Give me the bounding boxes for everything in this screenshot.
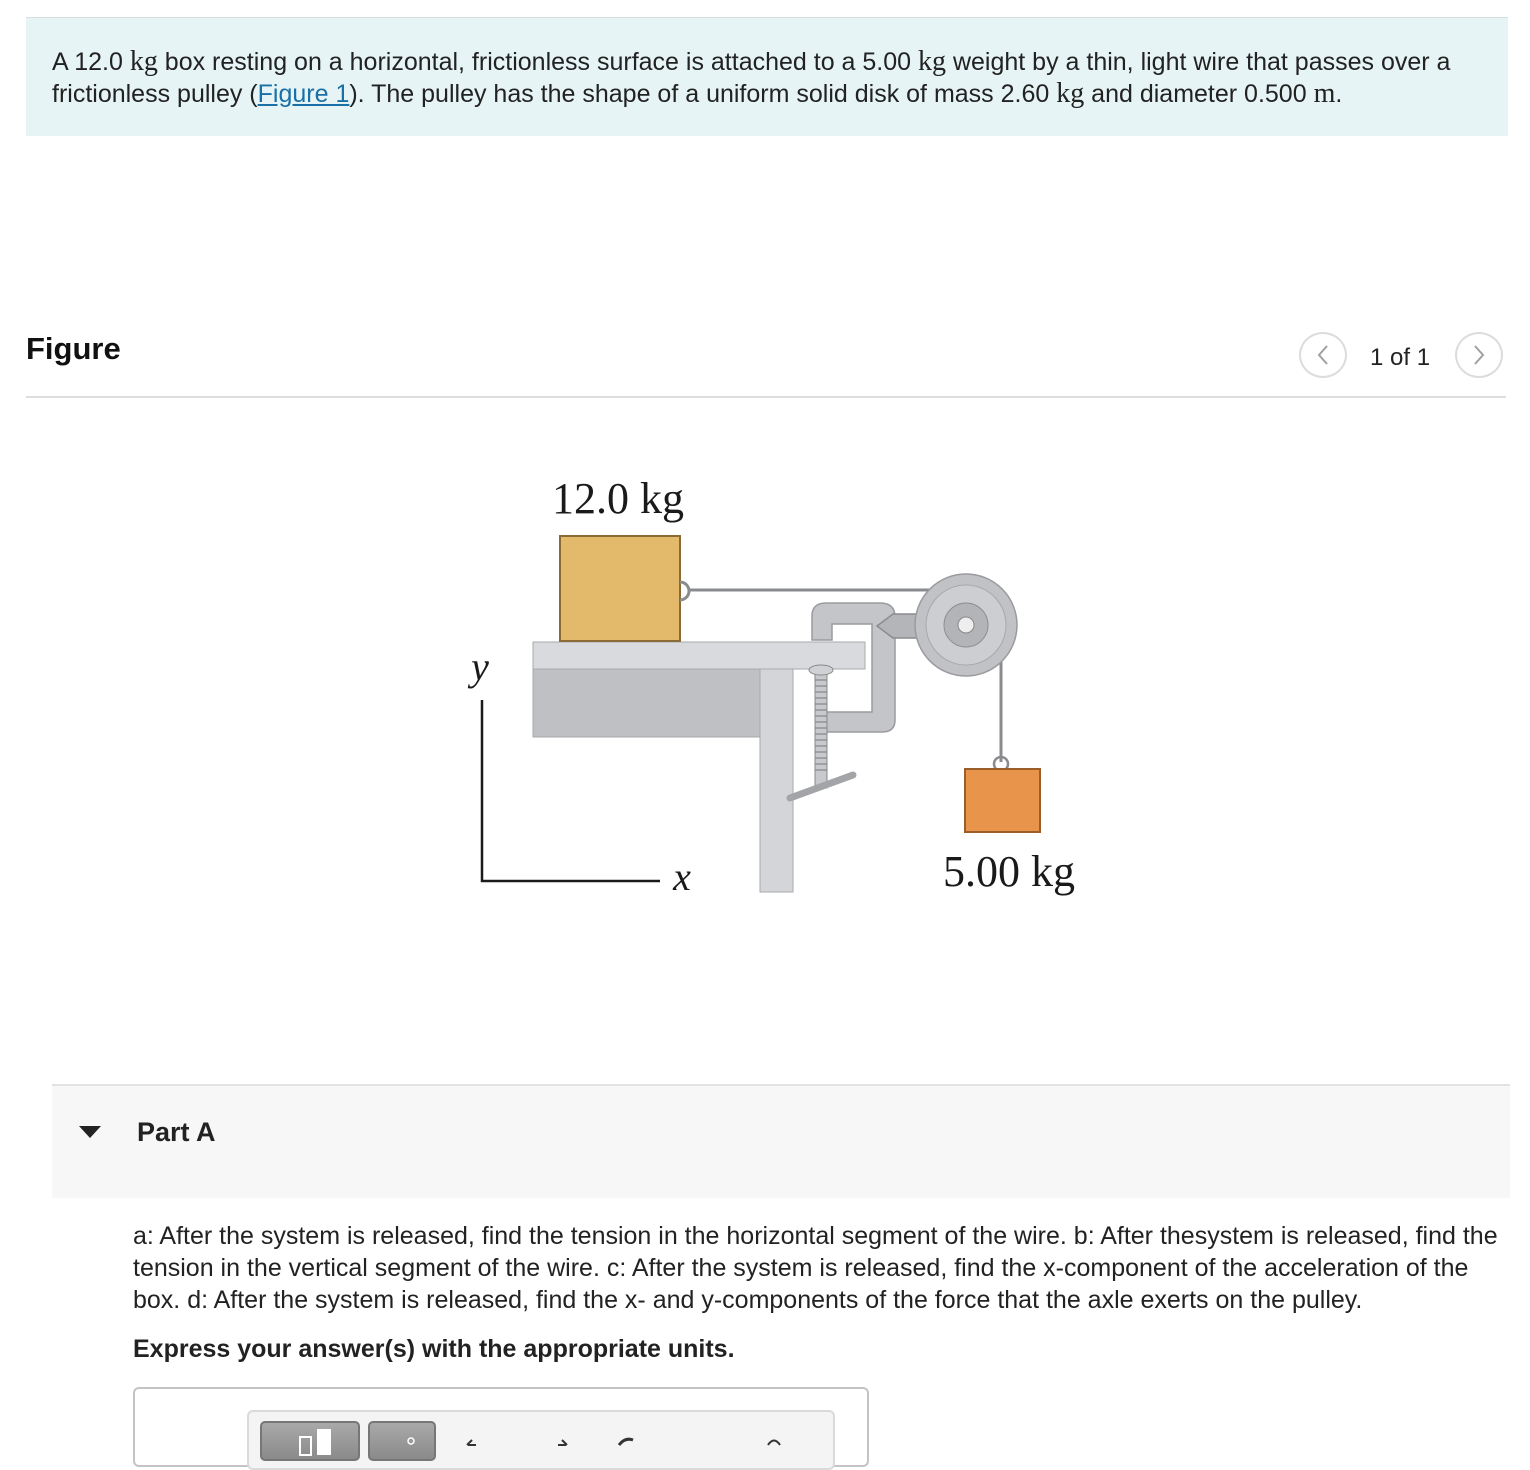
weight-mass-label: 5.00 kg	[943, 847, 1075, 896]
figure-title: Figure	[26, 331, 121, 366]
prev-figure-button[interactable]	[1299, 332, 1347, 378]
table-top	[533, 642, 865, 669]
template-icon	[262, 1423, 358, 1459]
next-figure-button[interactable]	[1455, 332, 1503, 378]
figure-link[interactable]: Figure 1	[257, 80, 350, 108]
degree-icon	[370, 1423, 434, 1459]
part-a-question: a: After the system is released, find the tension in the horizontal segment of the wire. b: After thesystem is released, find the tension in the vertical segment of the wire. c: After the system is released, find the x-component of the acceleration of the box. d: After the system is released, find the x- and y-components of the force that the axle exerts on the pulley.	[133, 1222, 1498, 1314]
unit-kg: kg	[1056, 78, 1085, 109]
unit-kg: kg	[129, 46, 158, 77]
problem-text: box resting on a horizontal, frictionless surface is attached to a 5.00	[157, 48, 919, 76]
template-button[interactable]	[260, 1421, 360, 1461]
answer-instruction: Express your answer(s) with the appropriate units.	[133, 1335, 735, 1363]
figure-pager: 1 of 1	[1370, 344, 1431, 371]
help-icon[interactable]	[765, 1436, 783, 1446]
y-axis-label: y	[471, 644, 489, 689]
pulley-figure	[0, 398, 1530, 1068]
unit-m: m	[1313, 78, 1336, 109]
pulley-axle	[958, 617, 974, 633]
weight-5kg	[965, 769, 1040, 832]
units-button[interactable]	[368, 1421, 436, 1461]
part-a-header[interactable]	[52, 1084, 1510, 1198]
redo-icon[interactable]	[552, 1436, 572, 1446]
undo-icon[interactable]	[462, 1436, 482, 1446]
table-apron	[533, 668, 760, 737]
part-a-title[interactable]: Part A	[137, 1117, 216, 1147]
problem-text: A 12.0	[52, 48, 130, 76]
problem-text: .	[1335, 80, 1343, 108]
box-12kg	[560, 536, 680, 641]
box-mass-label: 12.0 kg	[552, 474, 684, 523]
unit-kg: kg	[918, 46, 947, 77]
caret-down-icon[interactable]	[79, 1126, 101, 1138]
box-hook	[680, 582, 689, 600]
problem-statement	[26, 17, 1508, 136]
x-axis-label: x	[673, 854, 691, 899]
problem-text: and diameter 0.500	[1084, 80, 1314, 108]
screw-pad	[809, 665, 833, 675]
problem-text: weight by a thin, light wire that passes over a frictionless pulley (	[52, 48, 1451, 108]
chevron-left-icon	[1315, 344, 1331, 366]
reset-icon[interactable]	[615, 1436, 637, 1446]
chevron-right-icon	[1471, 344, 1487, 366]
table-leg	[760, 668, 793, 892]
problem-text: ). The pulley has the shape of a uniform solid disk of mass 2.60	[349, 80, 1057, 108]
